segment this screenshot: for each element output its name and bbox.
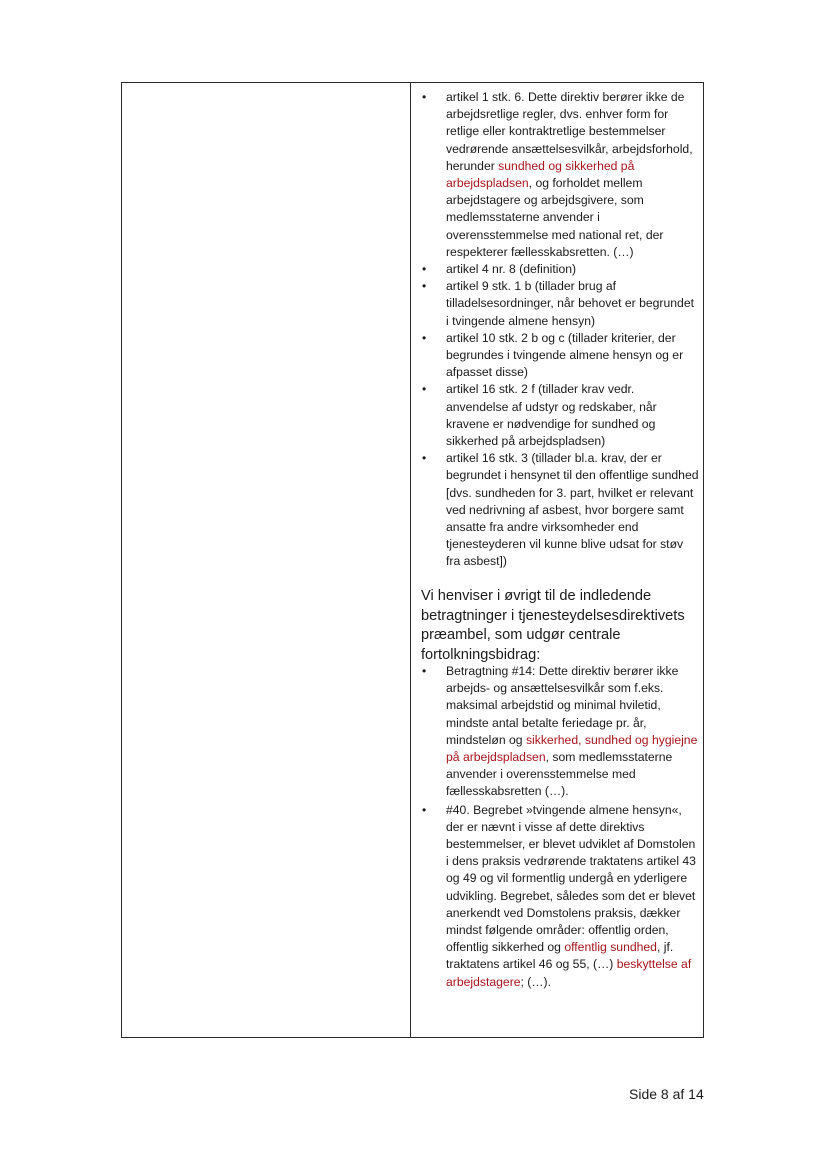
- bullet-icon: •: [422, 451, 427, 466]
- list-item: [411, 381, 703, 450]
- item-text: artikel 16 stk. 3 (tillader bl.a. krav, der er begrundet i hensynet til den offentlige sundhed [dvs. sundheden for 3. part, hvilket er relevant ved nedrivning af asbest, hvor borgere samt ansatte fra andre virksomheder end tjenesteyderen vil kunne blive udsat for støv fra asbest]): [446, 451, 699, 569]
- section-heading: Vi henviser i øvrigt til de indledende betragtninger i tjenesteydelsesdirektivets præambel, som udgør centrale fortolkningsbidrag:: [421, 588, 685, 664]
- list-item: [411, 663, 703, 801]
- list-item: [411, 278, 703, 330]
- bullet-icon: •: [422, 330, 427, 345]
- item-text: Betragtning #14: Dette direktiv berører ikke arbejds- og ansættelsesvilkår som f.eks. maksimal arbejdstid og minimal hviletid, mindste antal betalte feriedage pr. år, mindsteløn og: [446, 664, 679, 747]
- bullet-icon: •: [422, 262, 427, 277]
- item-text: #40. Begrebet »tvingende almene hensyn«, der er nævnt i visse af dette direktivs bestemmelser, er blevet udviklet af Domstolen i dens praksis vedrørende traktatens artikel 43 og 49 og vil formentlig undergå en yderligere udvikling. Begrebet, således som det er blevet anerkendt ved Domstolens praksis, dækker mindst følgende områder: offentlig orden, offentlig sikkerhed og: [446, 802, 696, 955]
- item-text: artikel 1 stk. 6. Dette direktiv berører ikke de arbejdsretlige regler, dvs. enhver form for retlige eller kontraktretlige bestemmelser vedrørende ansættelsesvilkår, arbejdsforhold, herunder: [446, 90, 693, 173]
- item-text: artikel 4 nr. 8 (definition): [446, 262, 577, 277]
- item-text: , og forholdet mellem arbejdstagere og arbejdsgivere, som medlemsstaterne anvender i overensstemmelse med national ret, der respekterer fællesskabsretten. (…): [446, 176, 664, 259]
- highlighted-text: beskyttelse af arbejdstagere: [446, 957, 692, 989]
- item-text: artikel 16 stk. 2 f (tillader krav vedr. anvendelse af udstyr og redskaber, når kravene er nødvendige for sundhed og sikkerhed på arbejdspladsen): [446, 382, 657, 449]
- bullet-icon: •: [422, 664, 427, 678]
- empty-left-column: [122, 83, 411, 1037]
- list-item: [411, 261, 703, 278]
- bullet-icon: •: [422, 802, 427, 817]
- list-item: [411, 802, 703, 991]
- highlighted-text: sundhed og sikkerhed på arbejdspladsen: [446, 158, 635, 191]
- highlighted-text: sikkerhed, sundhed og hygiejne på arbejdspladsen: [446, 732, 698, 765]
- list-item: [411, 89, 703, 261]
- item-text: artikel 10 stk. 2 b og c (tillader kriterier, der begrundes i tvingende almene hensyn og er afpasset disse): [446, 330, 684, 380]
- highlighted-text: offentlig sundhed: [564, 940, 657, 955]
- item-text: , jf. traktatens artikel 46 og 55, (…): [446, 940, 674, 972]
- bullet-icon: •: [422, 279, 427, 294]
- considerations-list: [411, 663, 703, 991]
- item-text: ; (…).: [520, 974, 551, 989]
- bullet-icon: •: [422, 90, 427, 104]
- document-table: [121, 82, 704, 1038]
- item-text: artikel 9 stk. 1 b (tillader brug af tilladelsesordninger, når behovet er begrundet i tvingende almene hensyn): [446, 279, 694, 328]
- bullet-icon: •: [422, 382, 427, 397]
- item-text: , som medlemsstaterne anvender i overensstemmelse med fællesskabsretten (…).: [446, 750, 673, 799]
- right-column: [411, 83, 703, 1037]
- page-number: Side 8 af 14: [629, 1086, 704, 1102]
- list-item: [411, 330, 703, 382]
- articles-list: [411, 89, 703, 571]
- list-item: [411, 450, 703, 570]
